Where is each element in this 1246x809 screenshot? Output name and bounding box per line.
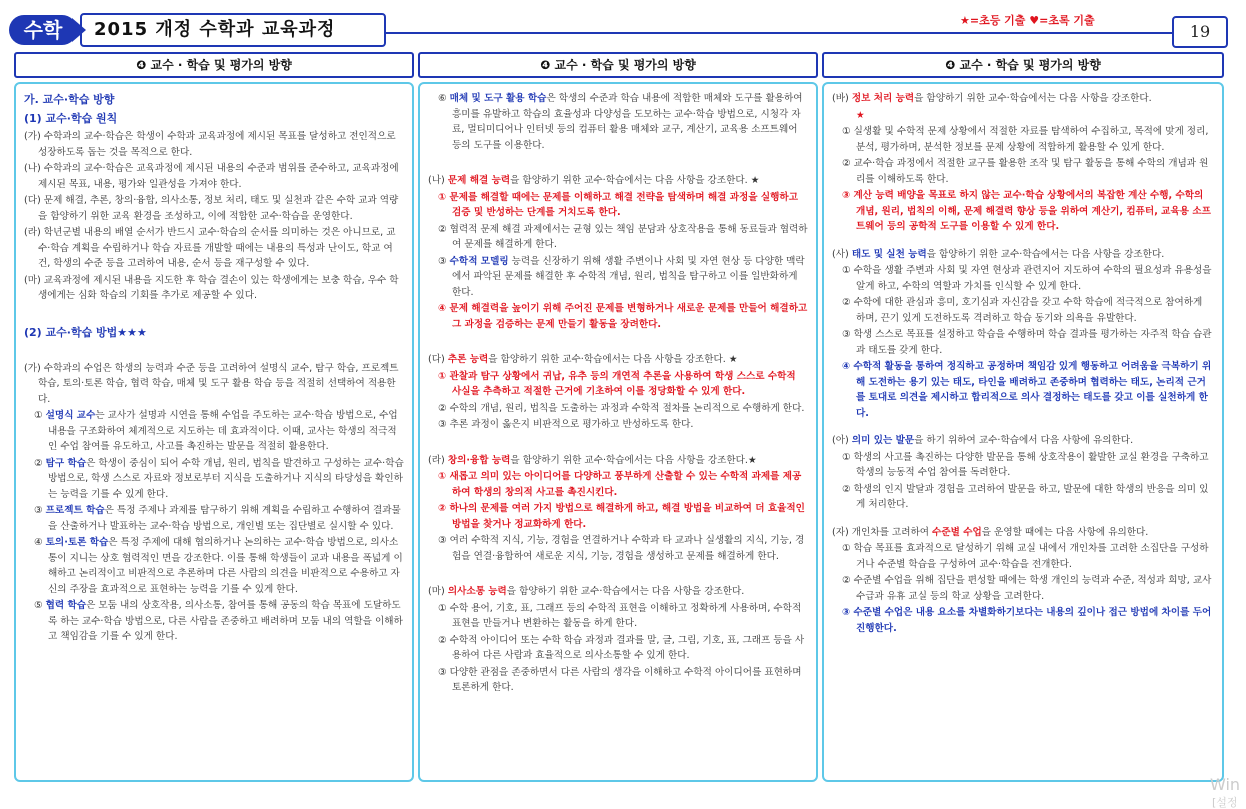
keyword: 수학적 모델링 xyxy=(449,255,509,267)
keyword: 태도 및 실천 능력 xyxy=(851,248,927,260)
list-item: ① 문제를 해결할 때에는 문제를 이해하고 해결 전략을 탐색하며 해결 과정을 실행하고 검증 및 반성하는 단계를 거치도록 한다. xyxy=(438,191,798,218)
list-item: ② 수학적 아이디어 또는 수학 학습 과정과 결과를 말, 글, 그림, 기호, 표, 그래프 등을 사용하여 다른 사람과 효율적으로 의사소통할 수 있게 한다. xyxy=(438,634,805,661)
list-item: ④ 문제 해결력을 높이기 위해 주어진 문제를 변형하거나 새로운 문제를 만들어 해결하고 그 과정을 검증하는 문제 만들기 활동을 장려한다. xyxy=(438,303,808,330)
list-item: ② 수학의 개념, 원리, 법칙을 도출하는 과정과 수학적 절차를 논리적으로 수행하게 한다. xyxy=(438,402,805,414)
keyword: 의사소통 능력 xyxy=(447,586,507,597)
paragraph: (다) 문제 해결, 추론, 창의·융합, 의사소통, 정보 처리, 태도 및 실천과 같은 수학 교과 역량을 함양하기 위한 교육 환경을 조성하고, 이에 적합한 교수·학습을 운영한다. xyxy=(24,195,399,222)
paragraph: (라) 학년군별 내용의 배열 순서가 반드시 교수·학습의 순서를 의미하는 것은 아니므로, 교수·학습 계획을 수립하거나 학습 자료를 개발할 때에는 내용의 특성과 난이도, 학교 여건, 학생의 수준 등을 고려하여 내용, 순서 등을 재구성할 수 있다. xyxy=(24,227,396,269)
list-item: ② 수준별 수업을 위해 집단을 편성할 때에는 학생 개인의 능력과 수준, 적성과 희망, 교사 수급과 유휴 교실 등의 학교 상황을 고려한다. xyxy=(842,575,1212,602)
list-item: ③ 여러 수학적 지식, 기능, 경험을 연결하거나 수학과 타 교과나 실생활의 지식, 기능, 경험을 연결·융합하여 새로운 지식, 기능, 경험을 생성하고 문제를 해결하게 한다. xyxy=(438,535,805,562)
paragraph: (나) 수학과의 교수·학습은 교육과정에 제시된 내용의 수준과 범위를 준수하고, 교육과정에 제시된 목표, 내용, 평가와 일관성을 가져야 한다. xyxy=(24,163,399,190)
column-heading-2: ❹ 교수 · 학습 및 평가의 방향 xyxy=(418,52,818,78)
paragraph: (마) 교육과정에 제시된 내용을 지도한 후 학습 결손이 있는 학생에게는 보충 학습, 우수 학생에게는 심화 학습의 기회를 추가로 제공할 수 있다. xyxy=(24,274,399,301)
paragraph: (바) 정보 처리 능력을 함양하기 위한 교수·학습에서는 다음 사항을 강조한다. xyxy=(832,93,1152,104)
page-title: 2015 개정 수학과 교육과정 xyxy=(80,13,386,47)
paragraph: (자) 개인차를 고려하여 수준별 수업을 운영할 때에는 다음 사항에 유의한다. xyxy=(832,526,1149,538)
list-item: ① 실생활 및 수학적 문제 상황에서 적절한 자료를 탐색하여 수집하고, 목적에 맞게 정리, 분석, 평가하며, 분석한 정보를 문제 상황에 적합하게 활용할 수 있게 한다. xyxy=(842,126,1209,153)
paragraph: (나) 문제 해결 능력을 함양하기 위한 교수·학습에서는 다음 사항을 강조한다. ★ xyxy=(428,175,760,186)
keyword: 프로젝트 학습 xyxy=(45,505,105,516)
list-item: ① 관찰과 탐구 상황에서 귀납, 유추 등의 개연적 추론을 사용하여 학생 스스로 수학적 사실을 추측하고 적절한 근거에 기초하여 이를 정당화할 수 있게 한다. xyxy=(438,370,796,397)
list-item: ③ 계산 능력 배양을 목표로 하지 않는 교수·학습 상황에서의 복잡한 계산 수행, 수학의 개념, 원리, 법칙의 이해, 문제 해결력 향상 등을 위하여 계산기, 컴퓨터, 교육용 소프트웨어 등의 공학적 도구를 이용할 수 있게 한다. xyxy=(842,190,1211,232)
keyword: 문제 해결 능력 xyxy=(447,175,511,186)
list-item: ① 새롭고 의미 있는 아이디어를 다양하고 풍부하게 산출할 수 있는 수학적 과제를 제공하여 학생의 창의적 사고를 촉진시킨다. xyxy=(438,471,802,498)
watermark-text: [설정 xyxy=(1212,796,1238,809)
keyword: 탐구 학습 xyxy=(45,457,87,469)
list-item: ③ 학생 스스로 목표를 설정하고 학습을 수행하며 학습 결과를 평가하는 자주적 학습 습관과 태도를 갖게 한다. xyxy=(842,329,1212,356)
list-item: ⑥ 매체 및 도구 활용 학습은 학생의 수준과 학습 내용에 적합한 매체와 도구를 활용하여 흥미를 유발하고 학습의 효율성과 다양성을 도모하는 교수·학습 방법으로, 시청각 자료, 멀티미디어나 인터넷 등의 컴퓨터 활용 매체와 교구, 계산기, 교육용 소프트웨어 등의 도구를 이용한다. xyxy=(438,93,803,151)
column-panel-2 xyxy=(418,82,818,782)
subsection-heading: (1) 교수·학습 원칙 xyxy=(24,112,118,125)
column-panel-1 xyxy=(14,82,414,782)
column-heading-1: ❹ 교수 · 학습 및 평가의 방향 xyxy=(14,52,414,78)
paragraph: (라) 창의·융합 능력을 함양하기 위한 교수·학습에서는 다음 사항을 강조한다.★ xyxy=(428,454,757,466)
list-item: ① 설명식 교수는 교사가 설명과 시연을 통해 수업을 주도하는 교수·학습 방법으로, 수업 내용을 구조화하여 체계적으로 지도하는 데 효과적이다. 이때, 교사는 학생의 적극적인 수업 참여를 유도하고, 사고를 촉진하는 발문을 적절히 활용한다. xyxy=(34,410,398,452)
keyword: 설명식 교수 xyxy=(45,410,96,421)
paragraph: (마) 의사소통 능력을 함양하기 위한 교수·학습에서는 다음 사항을 강조한다. xyxy=(428,586,745,597)
list-item: ④ 수학적 활동을 통하여 정직하고 공정하며 책임감 있게 행동하고 어려움을 극복하기 위해 도전하는 용기 있는 태도, 타인을 배려하고 존중하며 협력하는 태도, 논리적 근거를 토대로 의견을 제시하고 합리적으로 의사 결정하는 태도를 갖고 이를 실천하게 한다. xyxy=(842,361,1212,419)
list-item: ③ 추론 과정이 옳은지 비판적으로 평가하고 반성하도록 한다. xyxy=(438,419,694,430)
list-item: ② 교수·학습 과정에서 적절한 교구를 활용한 조작 및 탐구 활동을 통해 수학의 개념과 원리를 이해하도록 한다. xyxy=(842,158,1209,185)
subject-badge: 수학 xyxy=(9,15,77,45)
list-item: ④ 토의·토론 학습은 특정 주제에 대해 협의하거나 논의하는 교수·학습 방법으로, 의사소통이 지니는 상호 협력적인 면을 강조한다. 이를 통해 학생들이 교과 내용을 폭넓게 이해하고 논리적이고 비판적으로 추론하며 다른 사람의 의견을 비판적으로 수용하고 자신의 주장을 효과적으로 표현하는 능력을 기를 수 있게 한다. xyxy=(34,537,403,595)
watermark-text: Win xyxy=(1210,775,1241,794)
star-mark: ★ xyxy=(856,109,865,121)
list-item: ① 학생의 사고를 촉진하는 다양한 발문을 통해 상호작용이 활발한 교실 환경을 구축하고 학생의 능동적 수업 참여를 독려한다. xyxy=(842,451,1209,478)
list-item: ③ 프로젝트 학습은 특정 주제나 과제를 탐구하기 위해 계획을 수립하고 수행하여 결과물을 산출하거나 발표하는 교수·학습 방법으로, 개인별 또는 집단별로 실시할 수 있다. xyxy=(34,505,401,532)
list-item: ③ 다양한 관점을 존중하면서 다른 사람의 생각을 이해하고 수학적 아이디어를 표현하며 토론하게 한다. xyxy=(438,666,802,693)
list-item: ② 협력적 문제 해결 과제에서는 균형 있는 책임 분담과 상호작용을 통해 동료들과 협력하여 문제를 해결하게 한다. xyxy=(438,223,808,250)
list-item: ⑤ 협력 학습은 모둠 내의 상호작용, 의사소통, 참여를 통해 공동의 학습 목표에 도달하도록 하는 교수·학습 방법으로, 다른 사람을 존중하고 배려하며 모둠 내의 역할을 이해하고 책임감을 기를 수 있게 한다. xyxy=(34,600,403,642)
list-item: ② 탐구 학습은 학생이 중심이 되어 수학 개념, 원리, 법칙을 발견하고 구성하는 교수·학습 방법으로, 학생 스스로 자료와 정보로부터 지식을 도출하거나 지식의 타당성을 확인하는 능력을 기를 수 있게 한다. xyxy=(34,457,404,500)
paragraph: (아) 의미 있는 발문을 하기 위하여 교수·학습에서 다음 사항에 유의한다. xyxy=(832,435,1134,446)
keyword: 의미 있는 발문 xyxy=(851,435,915,446)
keyword: 정보 처리 능력 xyxy=(851,93,915,104)
paragraph: (가) 수학과의 교수·학습은 학생이 수학과 교육과정에 제시된 목표를 달성하고 전인적으로 성장하도록 돕는 것을 목적으로 한다. xyxy=(24,131,396,158)
list-item: ① 수학을 생활 주변과 사회 및 자연 현상과 관련지어 지도하여 수학의 필요성과 유용성을 알게 하고, 수학의 역할과 가치를 인식할 수 있게 한다. xyxy=(842,265,1212,292)
list-item: ② 수학에 대한 관심과 흥미, 호기심과 자신감을 갖고 수학 학습에 적극적으로 참여하게 하며, 끈기 있게 도전하도록 격려하고 학습 동기와 의욕을 유발한다. xyxy=(842,297,1203,324)
paragraph: (사) 태도 및 실천 능력을 함양하기 위한 교수·학습에서는 다음 사항을 강조한다. xyxy=(832,248,1165,260)
page-header xyxy=(0,0,1246,52)
list-item: ② 하나의 문제를 여러 가지 방법으로 해결하게 하고, 해결 방법을 비교하여 더 효율적인 방법을 찾거나 정교화하게 한다. xyxy=(438,503,805,530)
keyword: 매체 및 도구 활용 학습 xyxy=(449,93,547,104)
keyword: 창의·융합 능력 xyxy=(447,454,511,466)
paragraph: (다) 추론 능력을 함양하기 위한 교수·학습에서는 다음 사항을 강조한다. ★ xyxy=(428,354,738,365)
list-item: ① 수학 용어, 기호, 표, 그래프 등의 수학적 표현을 이해하고 정확하게 사용하며, 수학적 표현을 만들거나 변환하는 활동을 하게 한다. xyxy=(438,602,802,629)
section-heading: 가. 교수·학습 방향 xyxy=(24,93,115,106)
list-item: ③ 수준별 수업은 내용 요소를 차별화하기보다는 내용의 깊이나 접근 방법에 차이를 두어 진행한다. xyxy=(842,607,1212,634)
paragraph: (가) 수학과의 수업은 학생의 능력과 수준 등을 고려하여 설명식 교수, 탐구 학습, 프로젝트 학습, 토의·토론 학습, 협력 학습, 매체 및 도구 활용 학습 등을 적절히 선택하여 적용한다. xyxy=(24,362,399,405)
list-item: ① 학습 목표를 효과적으로 달성하기 위해 교실 내에서 개인차를 고려한 소집단을 구성하거나 수준별 학습을 구성하여 교수·학습을 전개한다. xyxy=(842,543,1209,570)
list-item: ② 학생의 인지 발달과 경험을 고려하여 발문을 하고, 발문에 대한 학생의 반응을 의미 있게 처리한다. xyxy=(842,483,1209,510)
column-heading-3: ❹ 교수 · 학습 및 평가의 방향 xyxy=(822,52,1224,78)
header-divider xyxy=(386,32,1174,34)
keyword: 추론 능력 xyxy=(447,354,489,365)
legend-text: ★=초등 기출 ♥=초록 기출 xyxy=(960,14,1095,27)
list-item: ③ 수학적 모델링 능력을 신장하기 위해 생활 주변이나 사회 및 자연 현상 등 다양한 맥락에서 파악된 문제를 해결한 후 수학적 개념, 원리, 법칙을 탐구하고 이를 일반화하게 한다. xyxy=(438,255,805,298)
subsection-heading: (2) 교수·학습 방법★★★ xyxy=(24,325,147,339)
keyword: 수준별 수업 xyxy=(932,526,982,538)
keyword: 토의·토론 학습 xyxy=(45,537,109,548)
column-panel-3 xyxy=(822,82,1224,782)
page-number: 19 xyxy=(1172,16,1228,48)
keyword: 협력 학습 xyxy=(45,600,87,611)
